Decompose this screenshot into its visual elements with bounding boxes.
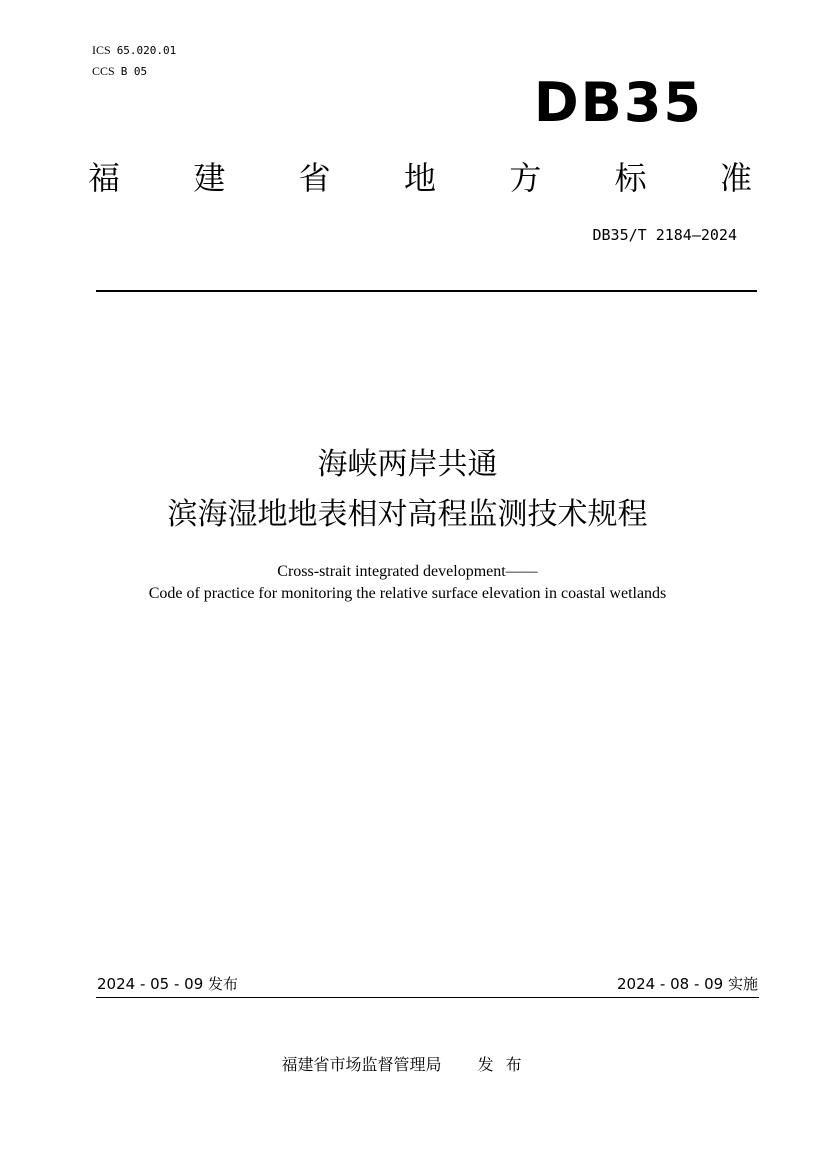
ccs-label: CCS xyxy=(92,64,115,78)
standard-type-char: 省 xyxy=(298,159,331,197)
standard-type-char: 建 xyxy=(193,159,226,197)
issuer-line xyxy=(0,1052,815,1078)
english-title xyxy=(0,561,815,605)
chinese-title xyxy=(0,440,815,540)
ccs-value: B 05 xyxy=(120,65,148,78)
ics-label: ICS xyxy=(92,43,111,57)
standard-type-heading xyxy=(88,156,752,200)
implementation-date: 2024 - 08 - 09 实施 xyxy=(616,975,758,993)
standard-type-char: 福 xyxy=(88,159,121,197)
chinese-title-line-2: 滨海湿地地表相对高程监测技术规程 xyxy=(167,497,648,532)
english-title-line-1: Cross-strait integrated development—— xyxy=(277,563,538,580)
ics-code xyxy=(92,40,176,61)
chinese-title-line-1: 海峡两岸共通 xyxy=(317,447,498,482)
standard-type-char: 地 xyxy=(403,159,436,197)
release-date: 2024 - 05 - 09 发布 xyxy=(97,975,239,993)
issuer-action: 发布 xyxy=(477,1055,534,1074)
standard-type-char: 方 xyxy=(509,159,542,197)
standard-type-char: 准 xyxy=(719,159,752,197)
ics-value: 65.020.01 xyxy=(116,44,177,57)
ccs-code xyxy=(92,61,176,82)
issuer-name: 福建省市场监督管理局 xyxy=(281,1055,442,1074)
standard-number: DB35/T 2184—2024 xyxy=(592,226,737,244)
standard-logo: DB35 xyxy=(533,71,703,134)
english-title-line-2: Code of practice for monitoring the relative surface elevation in coastal wetlands xyxy=(148,585,667,602)
standard-type-char: 标 xyxy=(614,159,647,197)
top-divider xyxy=(96,290,757,292)
classification-codes xyxy=(92,40,176,82)
bottom-divider xyxy=(96,997,759,998)
